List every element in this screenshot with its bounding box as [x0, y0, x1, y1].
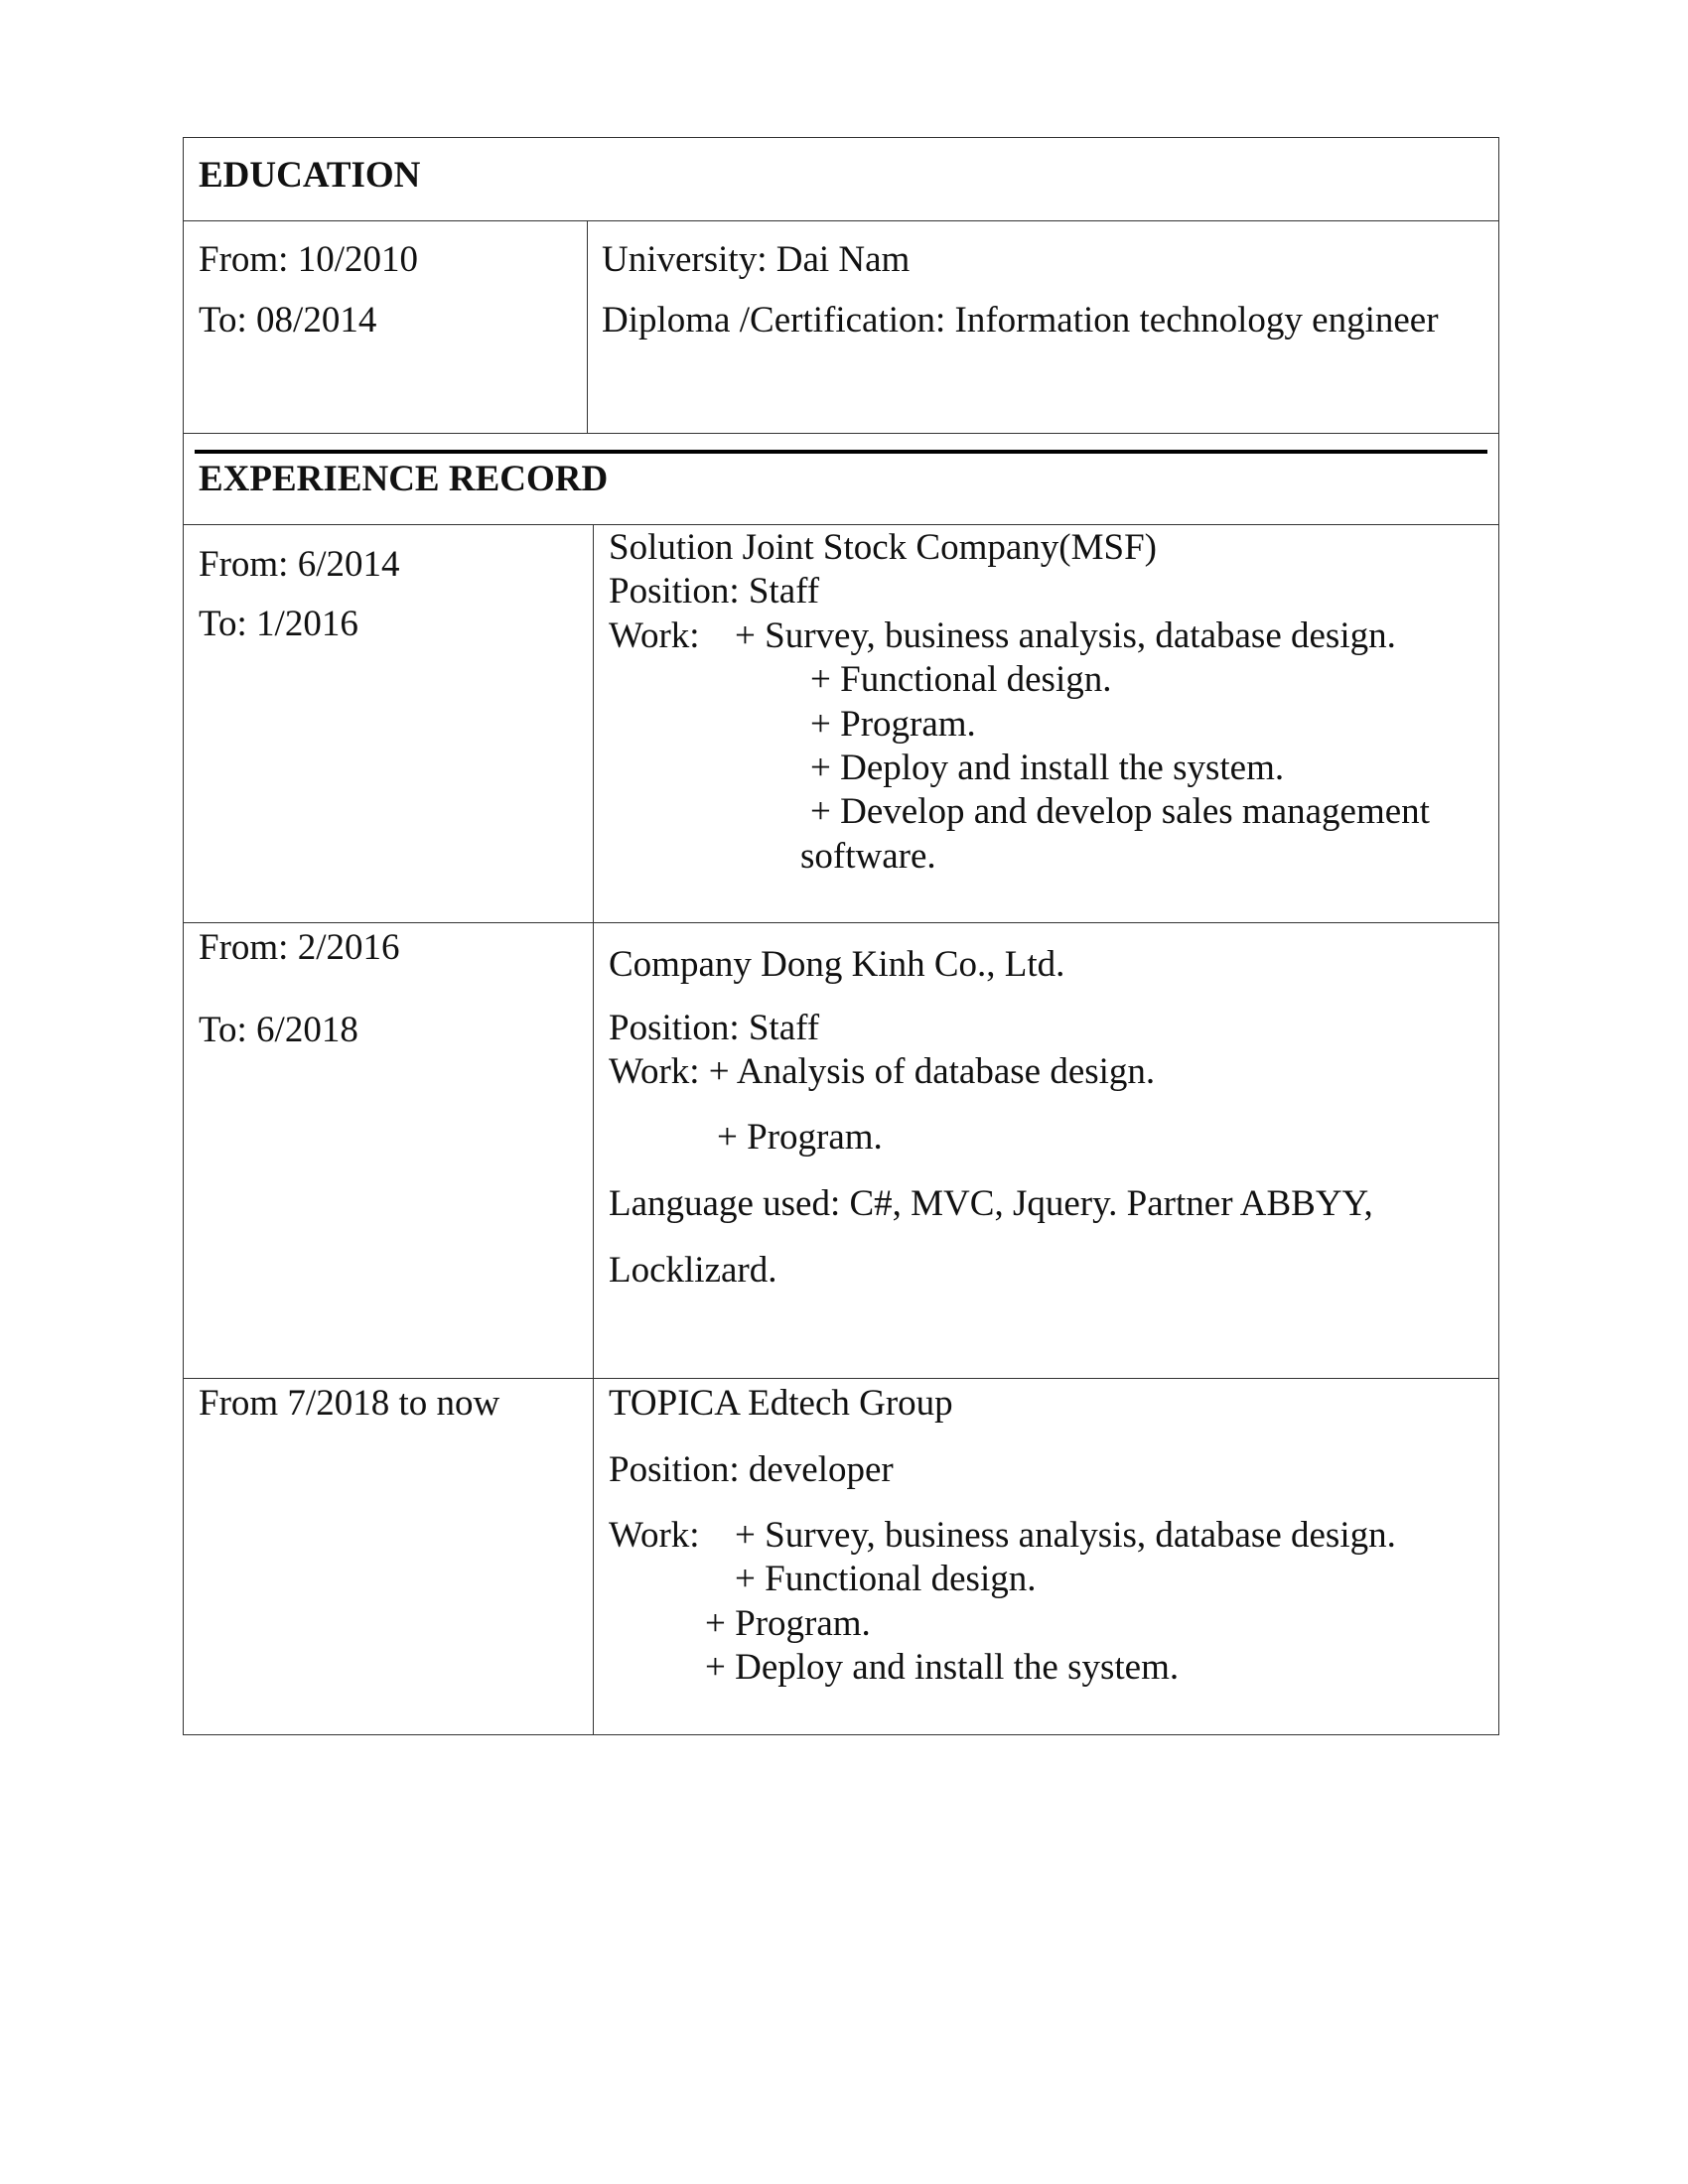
- job1-work-label: Work:: [609, 615, 700, 656]
- job2-from: From: 2/2016: [199, 927, 400, 968]
- job1-work-item: + Develop and develop sales management: [810, 791, 1430, 832]
- experience-heading-rule: [195, 450, 1487, 454]
- job1-work-item: + Survey, business analysis, database design.: [735, 615, 1396, 656]
- job2-language-line: Locklizard.: [609, 1250, 777, 1291]
- education-bottom-divider: [183, 433, 1499, 434]
- education-to: To: 08/2014: [199, 300, 377, 341]
- job2-to: To: 6/2018: [199, 1010, 358, 1050]
- job3-work-item: + Program.: [705, 1603, 871, 1644]
- job3-company: TOPICA Edtech Group: [609, 1383, 953, 1424]
- experience-heading: EXPERIENCE RECORD: [199, 459, 609, 499]
- experience-header-divider: [183, 524, 1499, 525]
- job1-bottom-divider: [183, 922, 1499, 923]
- job2-position: Position: Staff: [609, 1008, 820, 1048]
- job2-bottom-divider: [183, 1378, 1499, 1379]
- job3-period: From 7/2018 to now: [199, 1383, 500, 1424]
- job2-work-item: + Program.: [717, 1117, 883, 1158]
- job1-work-item: + Deploy and install the system.: [810, 748, 1285, 788]
- job1-work-item: software.: [800, 836, 936, 877]
- education-column-divider: [587, 220, 588, 433]
- job1-work-item: + Program.: [810, 704, 976, 745]
- education-from: From: 10/2010: [199, 239, 418, 280]
- job2-language-line: Language used: C#, MVC, Jquery. Partner ABBYY,: [609, 1183, 1373, 1224]
- job1-from: From: 6/2014: [199, 544, 400, 585]
- job1-to: To: 1/2016: [199, 604, 358, 644]
- experience-column-divider: [593, 524, 594, 1735]
- education-heading: EDUCATION: [199, 155, 421, 196]
- job2-work-line: Work: + Analysis of database design.: [609, 1051, 1156, 1092]
- education-header-divider: [183, 220, 1499, 221]
- job3-work-label: Work:: [609, 1515, 700, 1556]
- job3-position: Position: developer: [609, 1449, 894, 1490]
- job3-work-item: + Survey, business analysis, database design.: [735, 1515, 1396, 1556]
- job1-work-item: + Functional design.: [810, 659, 1112, 700]
- job2-company: Company Dong Kinh Co., Ltd.: [609, 944, 1065, 985]
- job1-company: Solution Joint Stock Company(MSF): [609, 527, 1157, 568]
- job1-position: Position: Staff: [609, 571, 820, 612]
- education-diploma: Diploma /Certification: Information technology engineer: [602, 300, 1439, 341]
- job3-work-item: + Functional design.: [735, 1559, 1037, 1599]
- education-university: University: Dai Nam: [602, 239, 911, 280]
- job3-work-item: + Deploy and install the system.: [705, 1647, 1180, 1688]
